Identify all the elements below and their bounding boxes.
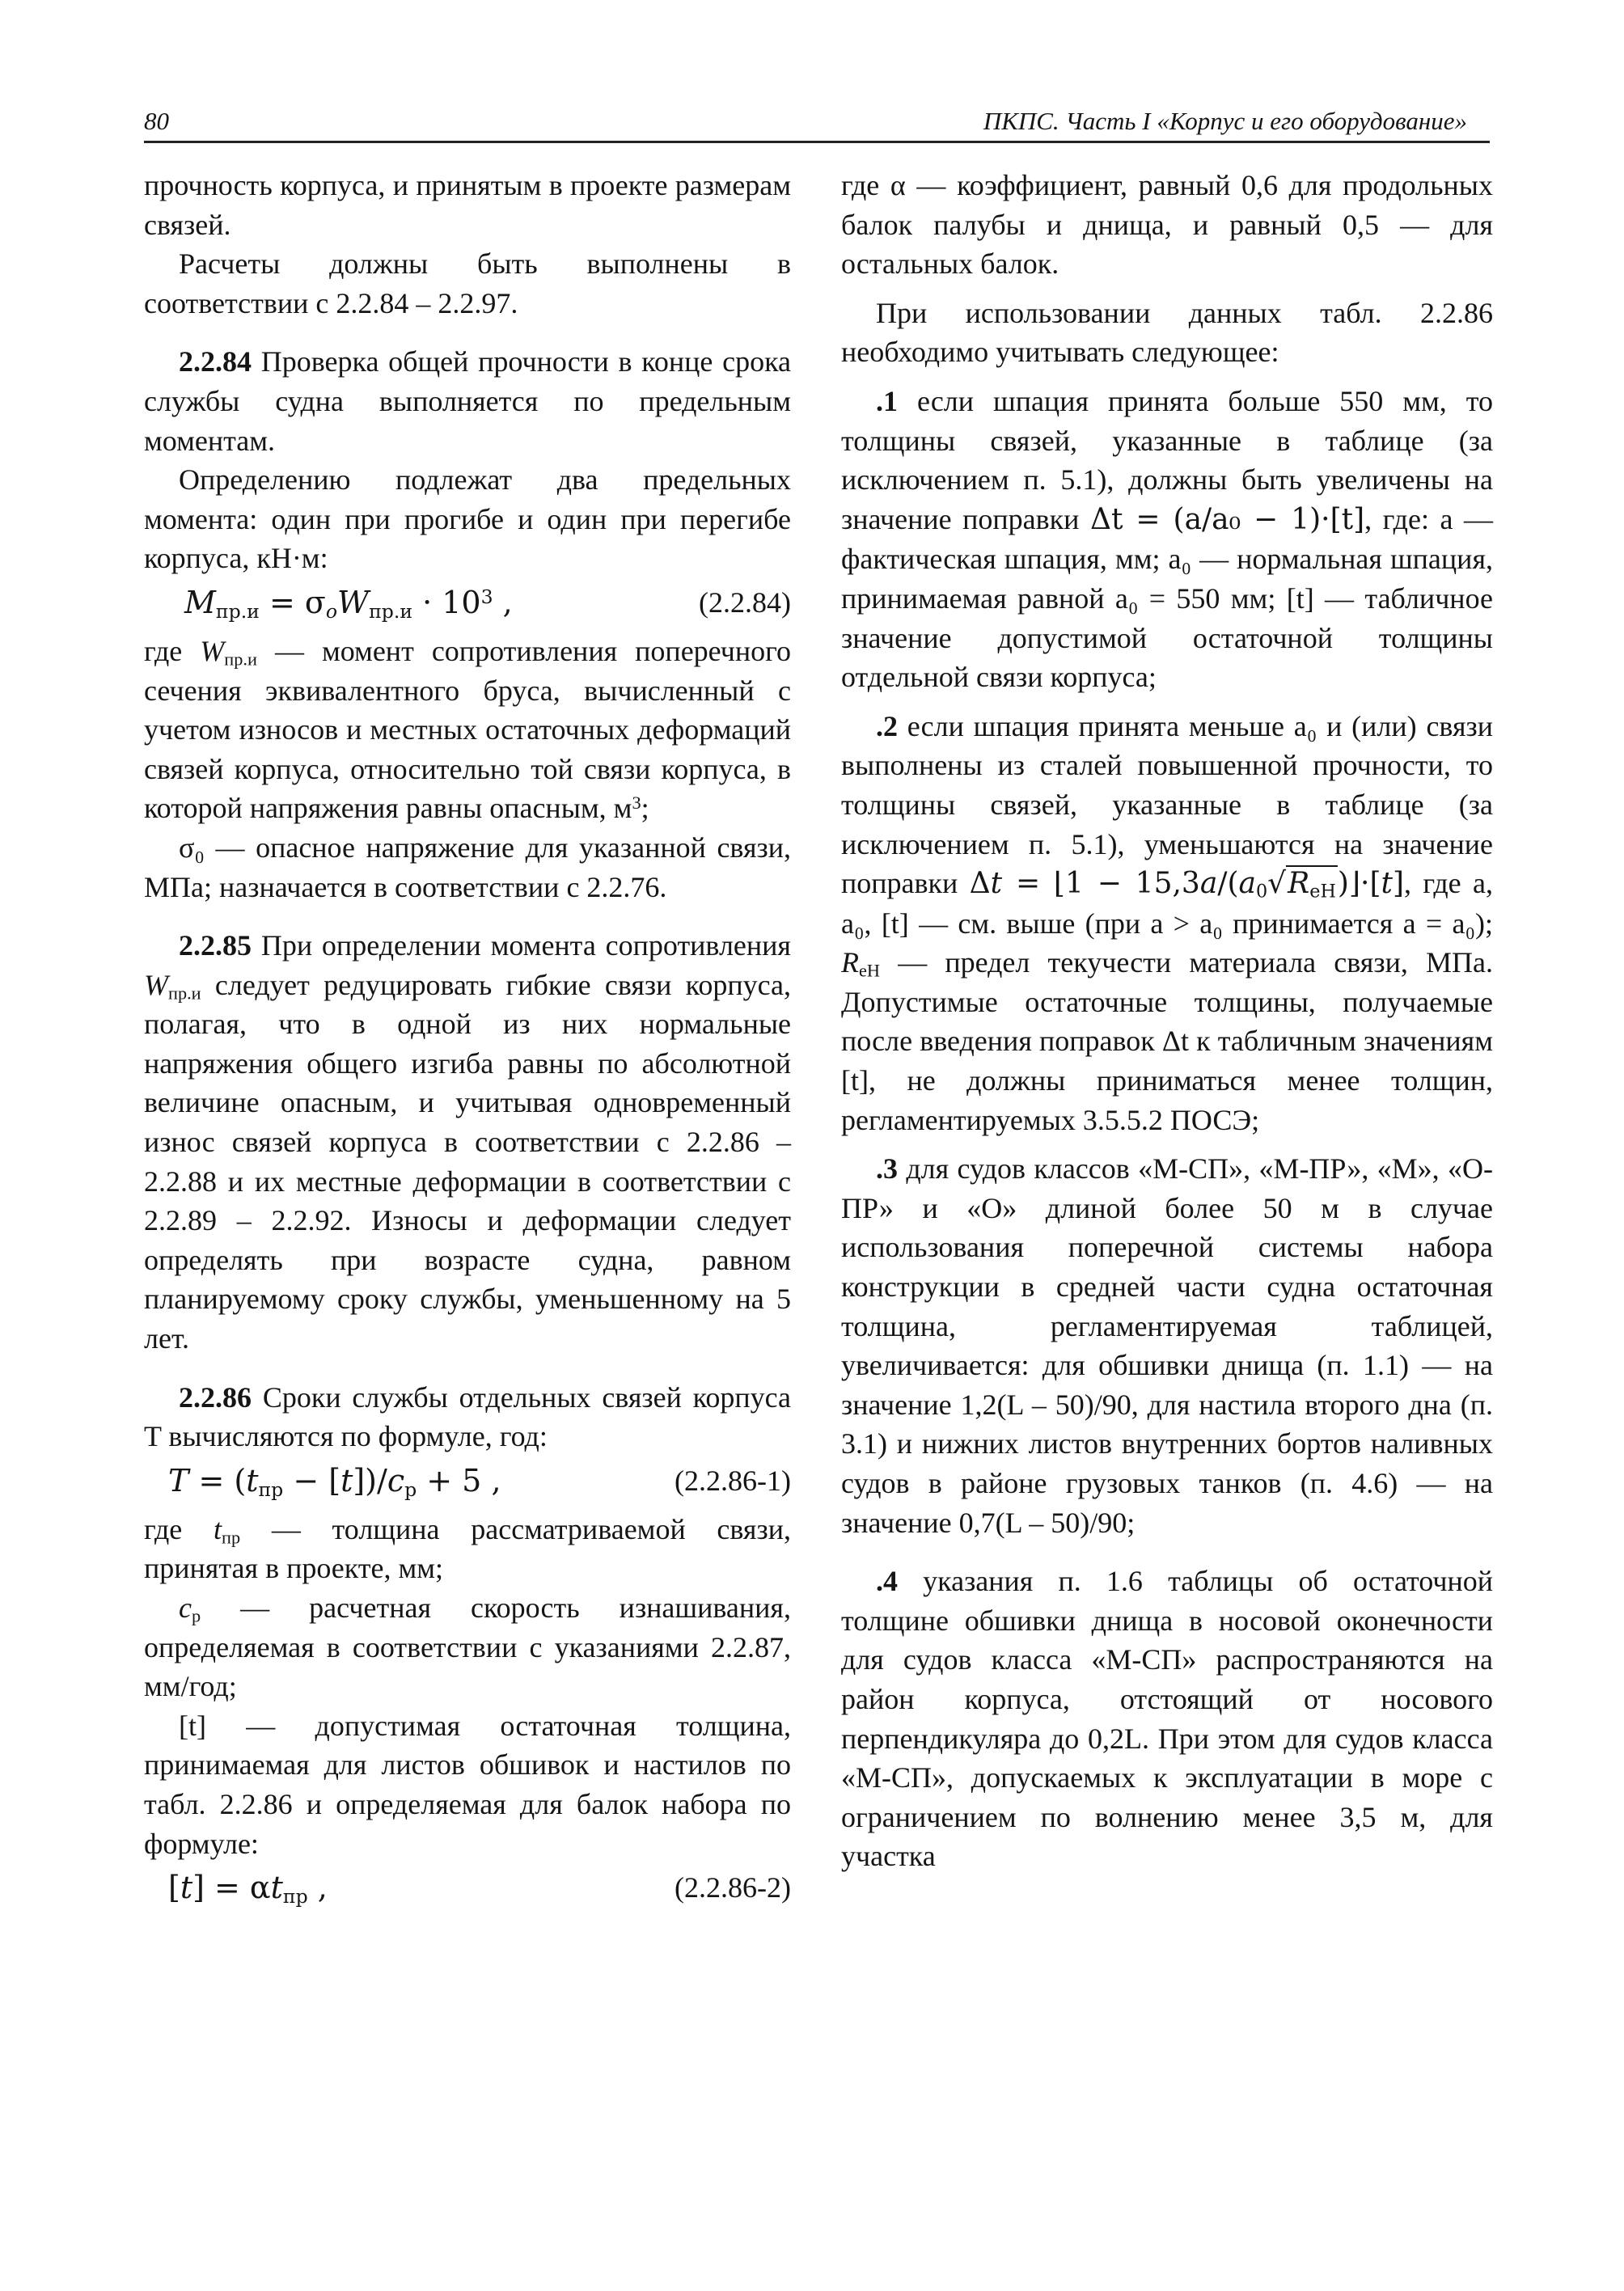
formula-number: (2.2.84) <box>699 585 791 619</box>
formula-number: (2.2.86-2) <box>675 1871 791 1904</box>
paragraph: Определению подлежат два предельных момента: один при прогибе и один при перегибе корпуса, кН·м: <box>144 463 791 575</box>
paragraph: прочность корпуса, и принятым в проекте размерам связей. <box>144 169 791 241</box>
formula-expression: $M_{пр.и} = \sigma_oW_{пр.и} \cdot 10^3$ , <box>184 584 513 623</box>
right-column <box>841 166 1493 1876</box>
list-item-4: .4 указания п. 1.6 таблицы об остаточной толщине обшивки днища в носовой оконечности для судов класса «М-СП» распространяются на район корпуса, отстоящий от носового перпендикуляра до 0,2L. При этом для судов класса «М-СП», допускаемых к эксплуатации в море с ограничением по волнению менее 3,5 м, для участка <box>841 1565 1493 1873</box>
section-text: Проверка общей прочности в конце срока службы судна выполняется по предельным моментам. <box>144 345 791 457</box>
list-item-2: .2 если шпация принята меньше a₀ и (или) связи выполнены из сталей повышенной прочности, то толщины связей, указанные в таблице (за исключением п. 5.1), уменьшаются на значение поправки Δt = ⌊1 − $15,3a/(a_0√R_{eH})⌋\cdot[t]$, где a, a₀, [t] — см. выше (при a > a₀ принимается a = a₀); $R_{eH}$ — предел текучести материала связи, МПа. Допустимые остаточные толщины, получаемые после введения поправок Δt к табличным значениям [t], не должны приниматься менее толщин, регламентируемых 3.5.5.2 ПОСЭ; <box>841 709 1494 1136</box>
paragraph: Расчеты должны быть выполнены в соответствии с 2.2.84 – 2.2.97. <box>144 247 791 319</box>
section-number: 2.2.86 <box>179 1380 252 1414</box>
page-number: 80 <box>144 107 169 135</box>
formula-expression: $[t] = \alpha t_{пр}$ , <box>168 1870 328 1908</box>
left-column <box>144 166 791 1917</box>
inline-formula: Δt = ⌊1 − $15,3a/(a_0√R_{eH})⌋\cdot[t]$ <box>969 867 1404 902</box>
section-2-2-85: 2.2.85 При определении момента сопротивления $W_{пр.и}$ следует редуцировать гибкие связи корпуса, полагая, что в одной из них нормальные напряжения общего изгиба равны по абсолютной величине опасным, и учитывая одновременный износ связей корпуса в соответствии с 2.2.86 – 2.2.88 и их местные деформации в соответствии с 2.2.89 – 2.2.92. Износы и деформации следует определять при возрасте судна, равном планируемому сроку службы, уменьшенному на 5 лет. <box>144 929 791 1355</box>
paragraph: где $t_{пр}$ — толщина рассматриваемой связи, принятая в проекте, мм; <box>144 1512 791 1585</box>
inline-formula: Δt = (a/a₀ − 1)·[t] <box>1089 502 1365 536</box>
formula-2-2-86-1 <box>144 1461 791 1508</box>
section-number: 2.2.84 <box>179 345 252 378</box>
list-item-1: .1 если шпация принята больше 550 мм, то толщины связей, указанные в таблице (за исключением п. 5.1), должны быть увеличены на значение поправки Δt = (a/a₀ − 1)·[t], где: a — фактическая шпация, мм; a₀ — нормальная шпация, принимаемая равной a₀ = 550 мм; [t] — табличное значение допустимой остаточной толщины отдельной связи корпуса; <box>841 384 1493 694</box>
formula-2-2-86-2 <box>144 1868 791 1915</box>
paragraph: где α — коэффициент, равный 0,6 для продольных балок палубы и днища, и равный 0,5 — для остальных балок. <box>841 169 1493 281</box>
formula-2-2-84 <box>144 583 791 630</box>
paragraph: [t] — допустимая остаточная толщина, принимаемая для листов обшивок и настилов по табл. 2.2.86 и определяемая для балок набора по формуле: <box>144 1709 791 1860</box>
section-2-2-86 <box>144 1378 791 1456</box>
paragraph: σ₀ — опасное напряжение для указанной связи, МПа; назначается в соответствии с 2.2.76. <box>144 831 791 903</box>
formula-expression: $T = (t_{пр} - [t])/c_р + 5$ , <box>168 1462 501 1501</box>
section-text: Сроки службы отдельных связей корпуса T вычисляются по формуле, год: <box>144 1380 791 1453</box>
paragraph: При использовании данных табл. 2.2.86 необходимо учитывать следующее: <box>841 296 1493 369</box>
running-title: ПКПС. Часть I «Корпус и его оборудование» <box>983 107 1467 135</box>
section-2-2-84 <box>144 342 791 460</box>
page-header <box>144 104 1490 143</box>
list-item-3: .3 для судов классов «М-СП», «М-ПР», «М», «О-ПР» и «О» длиной более 50 м в случае использования поперечной системы набора конструкции в средней части судна остаточная толщина, регламентируемая таблицей, увеличивается: для обшивки днища (п. 1.1) — на значение 1,2(L – 50)/90, для настила второго дна (п. 3.1) и нижних листов внутренних бортов наливных судов в районе грузовых танков (п. 4.6) — на значение 0,7(L – 50)/90; <box>841 1152 1493 1539</box>
section-number: 2.2.85 <box>179 929 252 962</box>
formula-number: (2.2.86-1) <box>675 1464 791 1497</box>
paragraph: $c_р$ — расчетная скорость изнашивания, определяемая в соответствии с указаниями 2.2.87, мм/год; <box>144 1591 791 1703</box>
paragraph: где $W_{пр.и}$ — момент сопротивления поперечного сечения эквивалентного бруса, вычисленный с учетом износов и местных остаточных деформаций связей корпуса, относительно той связи корпуса, в которой напряжения равны опасным, $м^3$; <box>144 634 791 825</box>
